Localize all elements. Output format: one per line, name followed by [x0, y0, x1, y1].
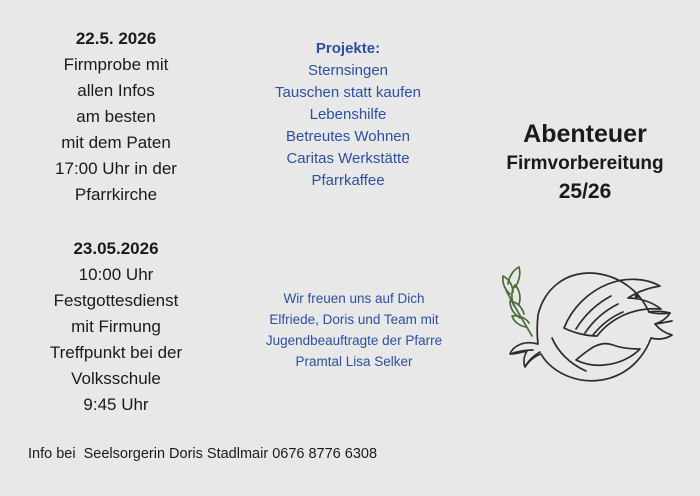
- event-1-line: mit dem Paten: [61, 133, 171, 152]
- event-1-line: Pfarrkirche: [74, 185, 158, 204]
- event-2-line: 9:45 Uhr: [83, 395, 149, 414]
- closing-line: Jugendbeauftragte der Pfarre: [265, 333, 443, 348]
- projects-section: [232, 38, 464, 192]
- event-1-line: am besten: [76, 107, 156, 126]
- project-item: Lebenshilfe: [309, 106, 387, 123]
- headline-section: [470, 118, 700, 206]
- closing-message: [232, 288, 476, 372]
- project-item: Caritas Werkstätte: [286, 150, 410, 167]
- event-block-2: [0, 236, 232, 418]
- event-1-line: Firmprobe mit: [63, 55, 169, 74]
- event-1-line: allen Infos: [77, 81, 155, 100]
- closing-line: Wir freuen uns auf Dich: [283, 291, 425, 306]
- event-2-date: 23.05.2026: [73, 239, 159, 258]
- event-2-line: Volksschule: [71, 369, 161, 388]
- page-subtitle: Firmvorbereitung: [506, 153, 664, 174]
- event-2-line: Treffpunkt bei der: [49, 343, 183, 362]
- dove-icon: [480, 232, 690, 432]
- event-2-line: mit Firmung: [71, 317, 161, 336]
- projects-title: Projekte:: [315, 40, 381, 57]
- closing-line: Pramtal Lisa Selker: [295, 354, 413, 369]
- event-1-details: [0, 52, 232, 208]
- event-1-date: 22.5. 2026: [75, 29, 157, 48]
- event-2-line: 10:00 Uhr: [78, 265, 154, 284]
- event-block-1: [0, 26, 232, 208]
- page-title: Abenteuer: [523, 120, 647, 148]
- event-1-line: 17:00 Uhr in der: [55, 159, 177, 178]
- project-item: Pfarrkaffee: [311, 172, 385, 189]
- event-2-details: [0, 262, 232, 418]
- project-item: Sternsingen: [307, 62, 389, 79]
- left-column: [0, 26, 232, 418]
- contact-info: Info bei Seelsorgerin Doris Stadlmair 0676 8776 6308: [28, 446, 378, 462]
- projects-list: [232, 60, 464, 192]
- project-item: Tauschen statt kaufen: [275, 84, 421, 101]
- closing-line: Elfriede, Doris und Team mit: [269, 312, 439, 327]
- project-item: Betreutes Wohnen: [286, 128, 410, 145]
- event-2-line: Festgottesdienst: [53, 291, 179, 310]
- page-year: 25/26: [558, 180, 612, 203]
